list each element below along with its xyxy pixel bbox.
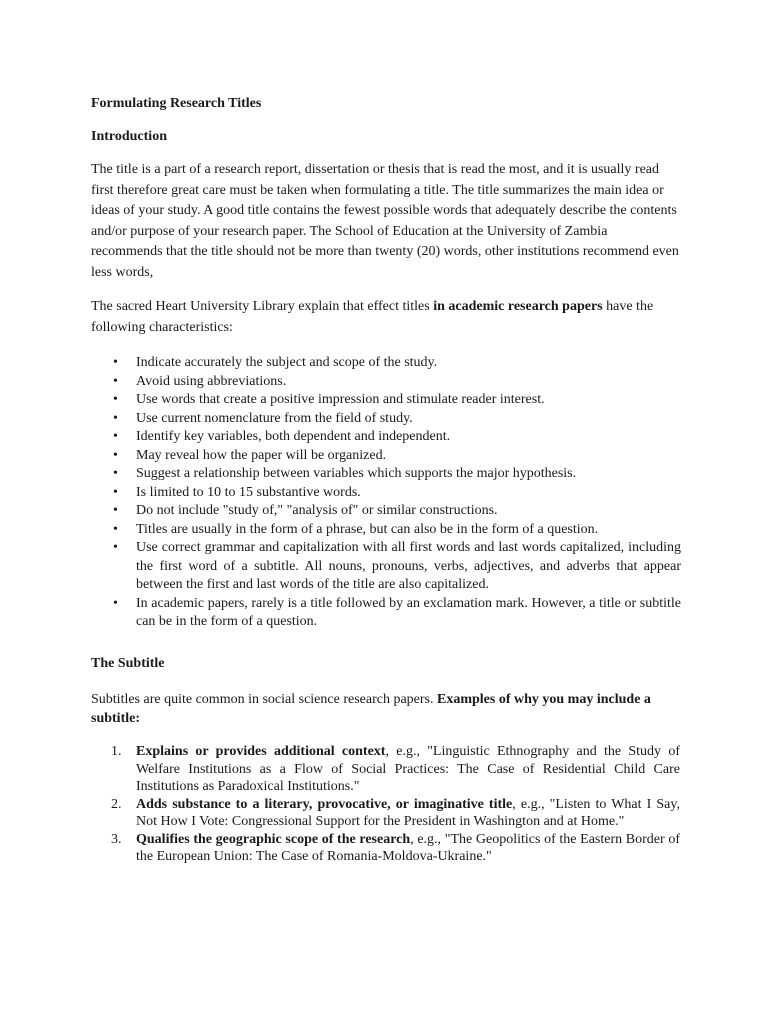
list-item	[91, 428, 681, 447]
list-item-text: Use current nomenclature from the field of study.	[136, 410, 413, 426]
introduction-heading: Introduction	[91, 129, 167, 144]
example-text: , e.g., "Linguistic Ethnography and the Study of Welfare Institutions as a Flow of Social Practices: The Case of Residential Child Care Institutions as Paradoxical Institutions."	[136, 744, 680, 794]
bullet-icon: •	[113, 355, 118, 370]
subtitle-paragraph	[91, 690, 681, 728]
example-text: , e.g., "The Geopolitics of the Eastern Border of the European Union: The Case of Romania-Moldova-Ukraine."	[136, 831, 680, 864]
list-item	[91, 595, 681, 632]
library-paragraph	[91, 297, 681, 338]
examples-list	[91, 743, 680, 866]
bullet-icon: •	[113, 521, 118, 537]
list-item	[91, 743, 680, 796]
bullet-icon: •	[113, 595, 118, 611]
list-item	[91, 521, 681, 540]
list-item-text: Indicate accurately the subject and scope of the study.	[136, 355, 438, 370]
list-number: 1.	[111, 744, 122, 759]
library-paragraph-emphasis: in academic research papers	[433, 299, 603, 314]
bullet-icon: •	[113, 373, 118, 389]
list-item	[91, 831, 680, 866]
list-number: 3.	[111, 831, 122, 847]
list-item	[91, 447, 681, 466]
list-item	[91, 373, 681, 392]
example-emphasis: Qualifies the geographic scope of the research	[136, 831, 411, 847]
list-item-text: In academic papers, rarely is a title followed by an exclamation mark. However, a title or subtitle can be in the form of a question.	[136, 595, 681, 629]
introduction-paragraph: The title is a part of a research report, dissertation or thesis that is read the most, and it is usually read first therefore great care must be taken when formulating a title. The title summarizes the main idea or ideas of your study. A good title contains the fewest possible words that adequately describe the contents and/or purpose of your research paper. The School of Education at the University of Zambia recommends that the title should not be more than twenty (20) words, other institutions recommend even less words,	[91, 162, 679, 280]
list-number: 2.	[111, 796, 122, 812]
library-paragraph-text-end: have the following characteristics:	[91, 299, 654, 335]
list-item	[91, 502, 681, 521]
bullet-icon: •	[113, 503, 118, 518]
subtitle-paragraph-emphasis: Examples of why you may include a subtitle:	[91, 692, 651, 726]
list-item	[91, 391, 681, 410]
list-item-text: Use words that create a positive impression and stimulate reader interest.	[136, 392, 545, 407]
bullet-icon: •	[113, 447, 118, 463]
list-item	[91, 796, 680, 831]
example-emphasis: Adds substance to a literary, provocative, or imaginative title	[136, 796, 513, 812]
list-item-text: Avoid using abbreviations.	[136, 373, 287, 389]
list-item-text: Do not include "study of," "analysis of" or similar constructions.	[136, 503, 498, 518]
list-item	[91, 465, 681, 484]
list-item	[91, 410, 681, 429]
bullet-icon: •	[113, 392, 118, 407]
characteristics-list	[91, 354, 681, 632]
list-item	[91, 539, 681, 595]
bullet-icon: •	[113, 429, 118, 444]
list-item-text: Is limited to 10 to 15 substantive words.	[136, 484, 361, 500]
example-emphasis: Explains or provides additional context	[136, 744, 386, 759]
bullet-icon: •	[113, 484, 118, 500]
list-item-text: May reveal how the paper will be organized.	[136, 447, 387, 463]
example-text: , e.g., "Listen to What I Say, Not How I Vote: Congressional Support for the President in Washington and at Home."	[136, 796, 680, 829]
list-item-text: Use correct grammar and capitalization with all first words and last words capitalized, including the first word of a subtitle. All nouns, pronouns, verbs, adjectives, and adverbs that appear between the first and last words of the title are also capitalized.	[136, 540, 681, 592]
subtitle-paragraph-text: Subtitles are quite common in social science research papers.	[91, 692, 437, 707]
list-item-text: Identify key variables, both dependent and independent.	[136, 429, 451, 444]
list-item-text: Titles are usually in the form of a phrase, but can also be in the form of a question.	[136, 521, 599, 537]
bullet-icon: •	[113, 466, 118, 481]
document-title: Formulating Research Titles	[91, 96, 262, 111]
library-paragraph-text: The sacred Heart University Library explain that effect titles	[91, 299, 434, 314]
list-item	[91, 484, 681, 503]
bullet-icon: •	[113, 410, 118, 426]
list-item	[91, 354, 681, 373]
list-item-text: Suggest a relationship between variables which supports the major hypothesis.	[136, 466, 577, 481]
bullet-icon: •	[113, 540, 118, 555]
subtitle-heading: The Subtitle	[91, 656, 165, 671]
